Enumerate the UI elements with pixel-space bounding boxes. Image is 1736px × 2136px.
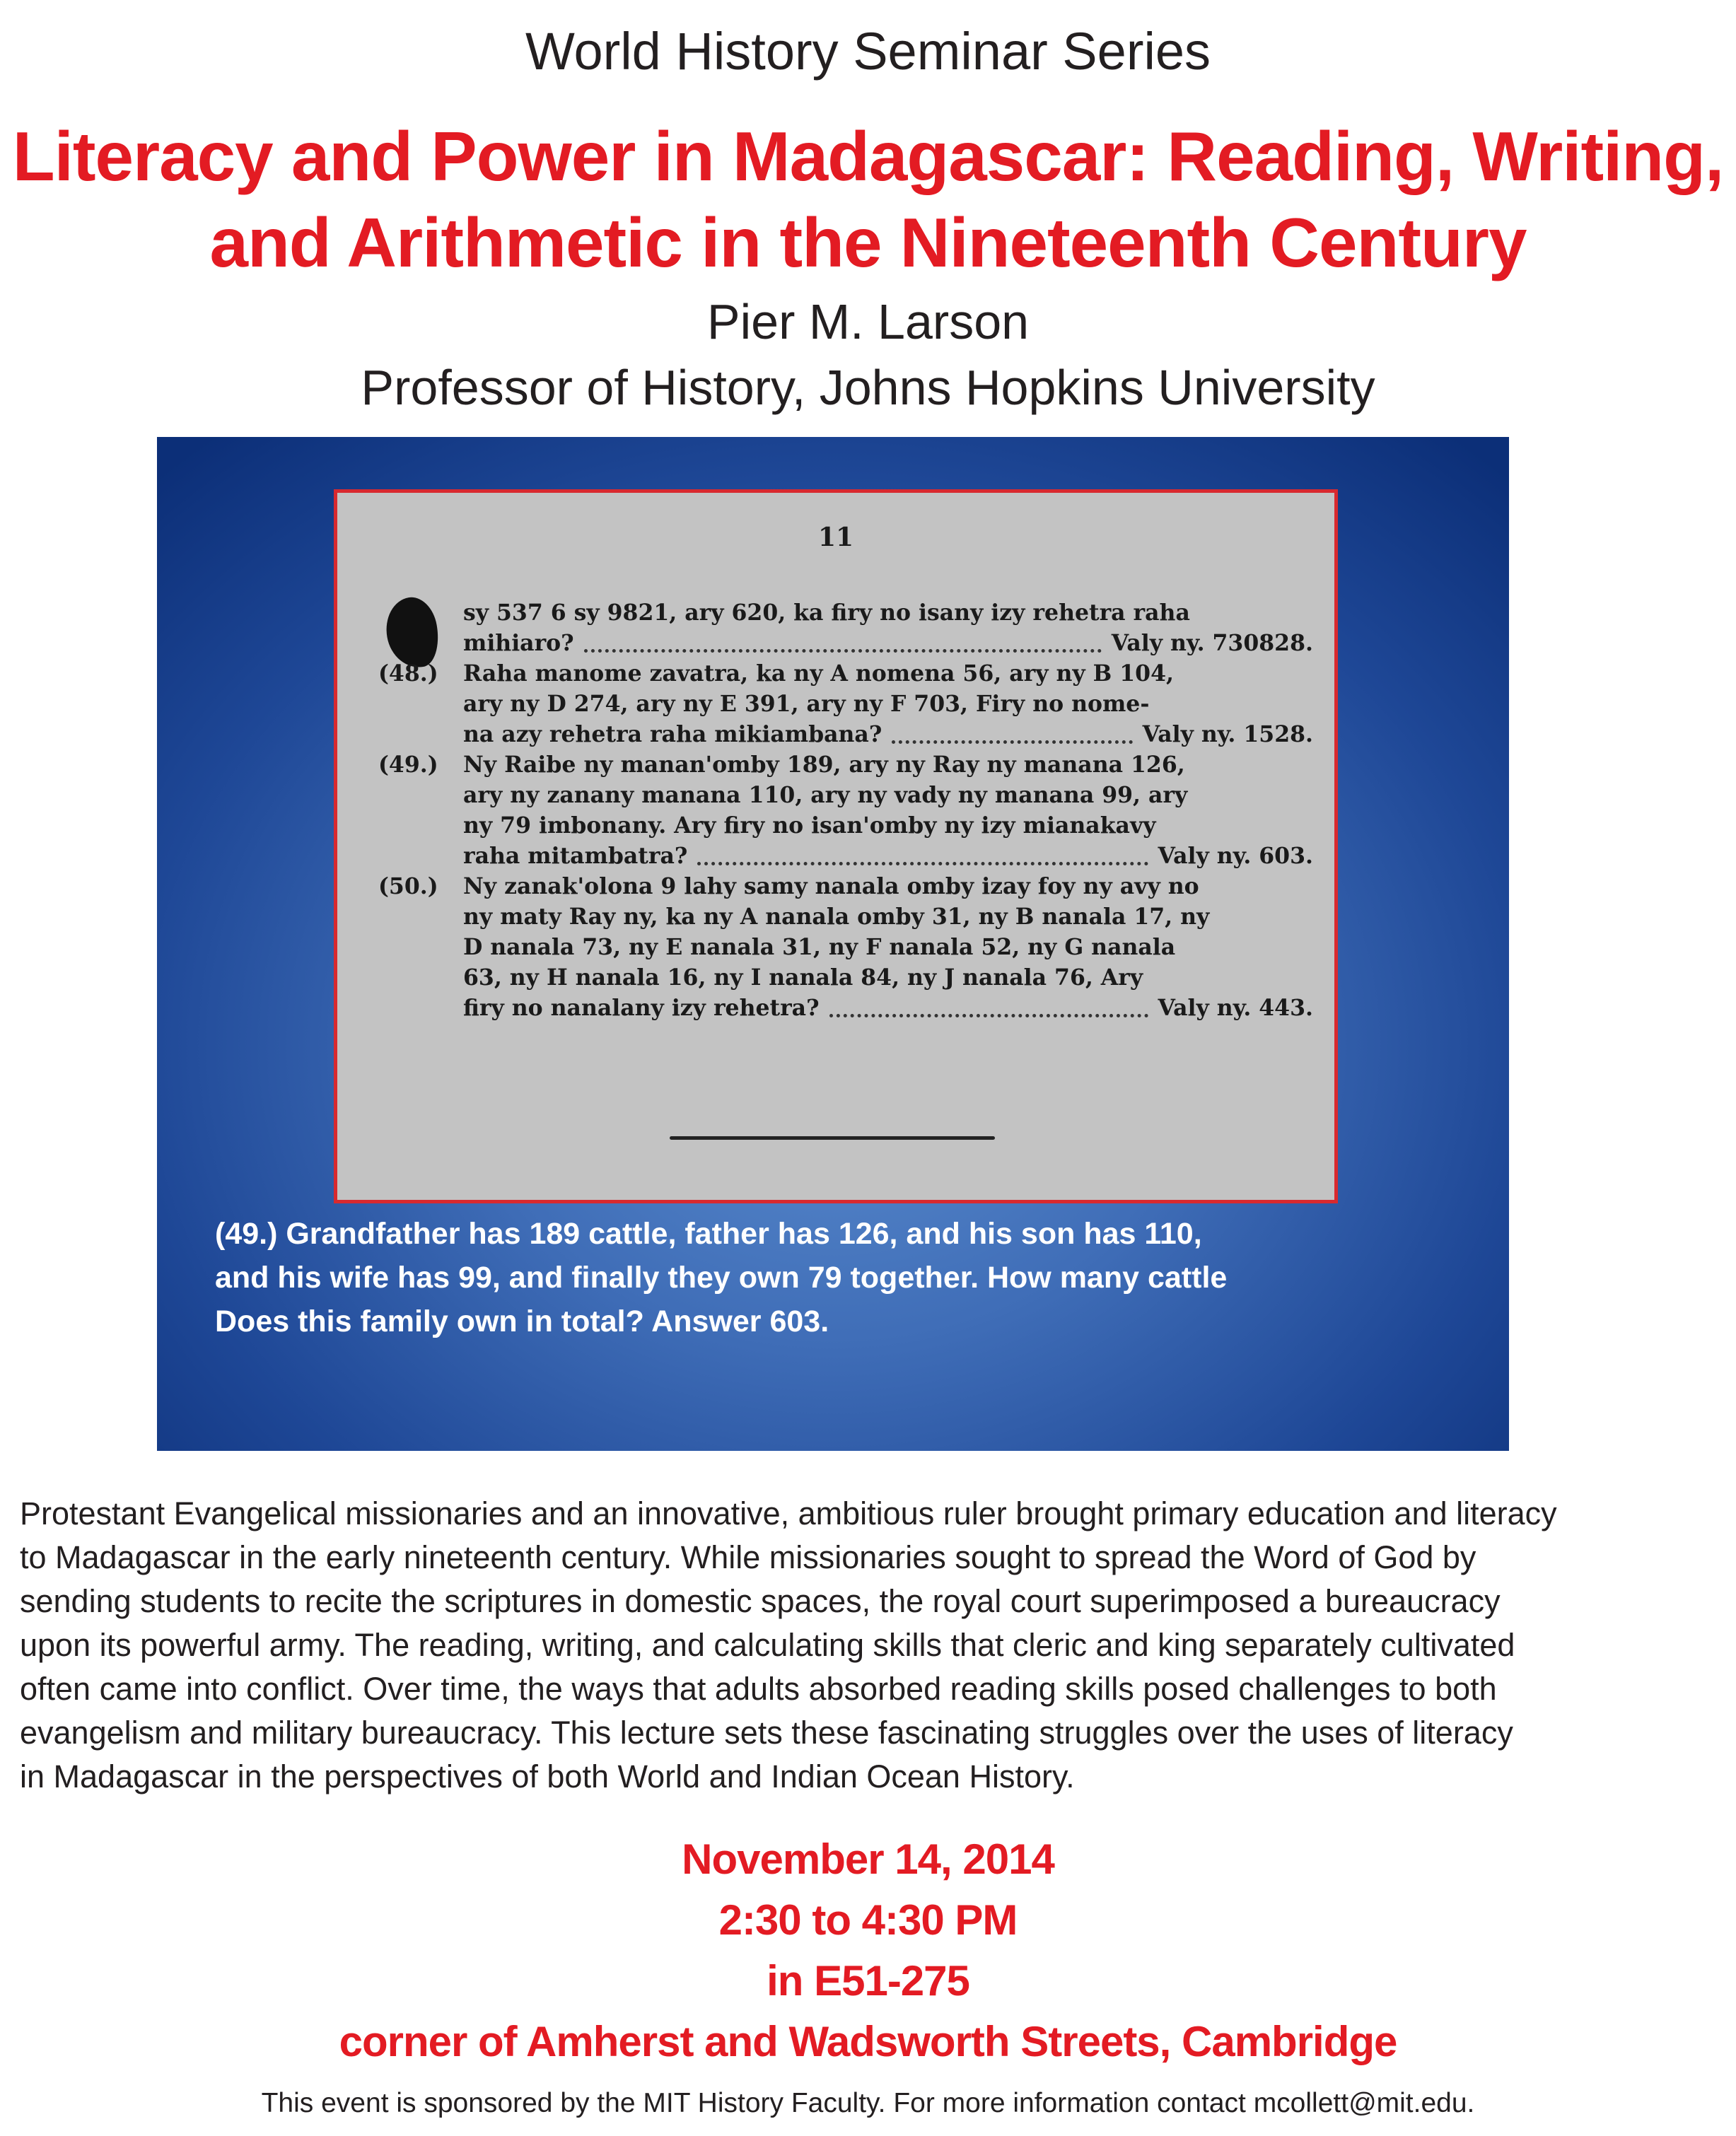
problem-text: na azy rehetra raha mikiambana? [463, 721, 882, 747]
leader-dots [892, 729, 1133, 744]
book-line [378, 719, 1313, 749]
problem-text: ary ny zanany manana 110, ary ny vady ny manana 99, ary [463, 782, 1188, 808]
book-line [378, 841, 1313, 871]
book-line [378, 871, 1313, 901]
abstract-line: in Madagascar in the perspectives of both World and Indian Ocean History. [20, 1758, 1075, 1794]
problem-text: sy 537 6 sy 9821, ary 620, ka firy no isany izy rehetra raha [463, 600, 1190, 626]
book-line [378, 810, 1313, 841]
leader-dots [829, 1003, 1148, 1017]
problem-answer: Valy ny. 603. [1158, 843, 1313, 869]
event-room: in E51-275 [767, 1957, 969, 2004]
problem-text: ny maty Ray ny, ka ny A nanala omby 31, ny B nanala 17, ny [463, 904, 1210, 930]
problem-text: ny 79 imbonany. Ary firy no isan'omby ny izy mianakavy [463, 812, 1156, 839]
page-end-rule [670, 1136, 995, 1140]
abstract-line: often came into conflict. Over time, the ways that adults absorbed reading skills posed challenges to both [20, 1671, 1497, 1707]
abstract-line: to Madagascar in the early nineteenth century. While missionaries sought to spread the Word of God by [20, 1539, 1476, 1575]
book-text [378, 597, 1313, 1023]
lecture-title [0, 113, 1736, 286]
book-line [378, 962, 1313, 993]
problem-number: (48.) [378, 660, 438, 687]
book-page-scan [334, 489, 1338, 1203]
book-line [378, 597, 1313, 628]
sponsor-footer: This event is sponsored by the MIT History Faculty. For more information contact mcollett@mit.edu. [261, 2088, 1475, 2118]
event-date: November 14, 2014 [682, 1836, 1054, 1883]
event-time: 2:30 to 4:30 PM [718, 1896, 1018, 1944]
problem-text: Raha manome zavatra, ka ny A nomena 56, ary ny B 104, [463, 660, 1174, 687]
book-line [378, 689, 1313, 719]
problem-text: Ny zanak'olona 9 lahy samy nanala omby izay foy ny avy no [463, 873, 1199, 899]
book-line [378, 658, 1313, 689]
problem-text: Ny Raibe ny manan'omby 189, ary ny Ray ny manana 126, [463, 752, 1185, 778]
book-line [378, 932, 1313, 962]
book-line [378, 901, 1313, 932]
problem-number: (49.) [378, 752, 438, 778]
translation-line: and his wife has 99, and finally they own 79 together. How many cattle [215, 1261, 1228, 1295]
abstract-line: sending students to recite the scriptures in domestic spaces, the royal court superimposed a bureaucracy [20, 1583, 1501, 1619]
book-line [378, 780, 1313, 810]
book-line [378, 749, 1313, 780]
abstract-line: evangelism and military bureaucracy. This lecture sets these fascinating struggles over the uses of literacy [20, 1715, 1513, 1751]
speaker-name: Pier M. Larson [706, 294, 1030, 349]
problem-text: D nanala 73, ny E nanala 31, ny F nanala 52, ny G nanala [463, 934, 1176, 960]
problem-text: 63, ny H nanala 16, ny I nanala 84, ny J nanala 76, Ary [463, 964, 1143, 991]
leader-dots [697, 851, 1148, 865]
problem-text: firy no nanalany izy rehetra? [463, 995, 820, 1021]
translation-line: (49.) Grandfather has 189 cattle, father has 126, and his son has 110, [215, 1217, 1202, 1251]
problem-number: (50.) [378, 873, 438, 899]
lecture-title-line-2: and Arithmetic in the Nineteenth Century [209, 204, 1527, 281]
problem-text: raha mitambatra? [463, 843, 688, 869]
problem-answer: Valy ny. 1528. [1142, 721, 1313, 747]
problem-text: mihiaro? [463, 630, 574, 656]
abstract [20, 1492, 1717, 1799]
leader-dots [584, 638, 1102, 653]
book-line [378, 993, 1313, 1023]
book-line [378, 628, 1313, 658]
book-page-number: 11 [817, 523, 854, 552]
translation-line: Does this family own in total? Answer 603. [215, 1305, 829, 1338]
event-location: corner of Amherst and Wadsworth Streets, Cambridge [339, 2018, 1397, 2065]
problem-text: ary ny D 274, ary ny E 391, ary ny F 703, Firy no nome- [463, 691, 1150, 717]
speaker-affiliation: Professor of History, Johns Hopkins University [361, 360, 1375, 415]
lecture-title-line-1: Literacy and Power in Madagascar: Reading, Writing, [12, 117, 1724, 195]
abstract-line: upon its powerful army. The reading, writing, and calculating skills that cleric and king separately cultivated [20, 1627, 1515, 1663]
problem-answer: Valy ny. 443. [1158, 995, 1313, 1021]
event-details [0, 1829, 1736, 2072]
problem-answer: Valy ny. 730828. [1111, 630, 1313, 656]
abstract-line: Protestant Evangelical missionaries and an innovative, ambitious ruler brought primary education and literacy [20, 1495, 1557, 1531]
slide-image [157, 437, 1509, 1451]
translation-text [215, 1212, 1417, 1343]
series-title: World History Seminar Series [525, 22, 1211, 81]
